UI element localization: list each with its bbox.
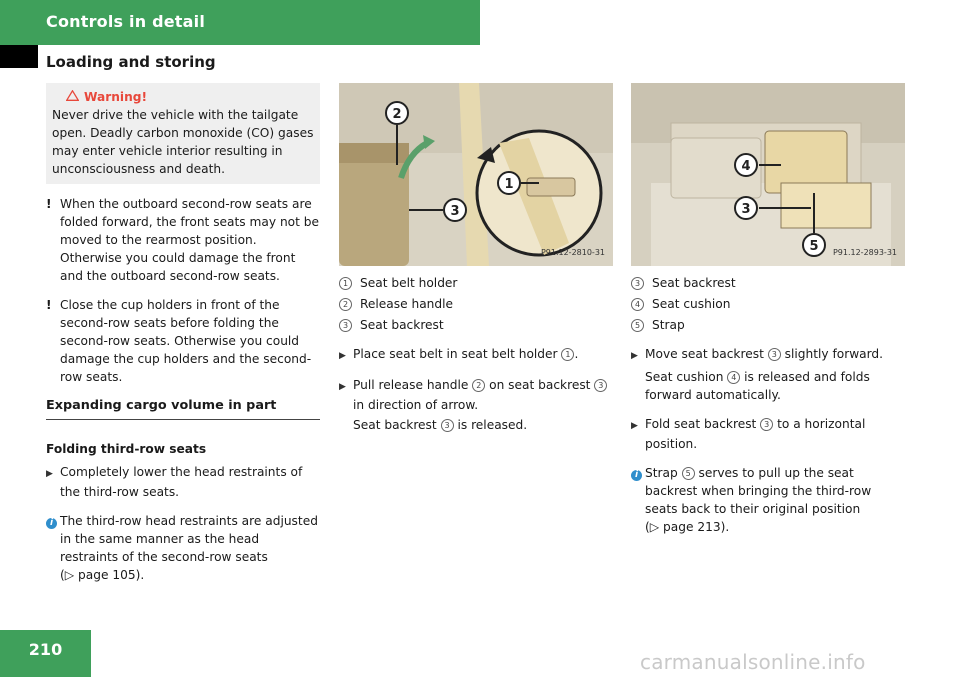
section-heading: Expanding cargo volume in part <box>46 397 320 420</box>
step-arrow-icon: ▶ <box>339 351 346 361</box>
caution-note-1: ! When the outboard second-row seats are folded forward, the front seats may not be moved to the rearmost position. Otherwise you could damage the front and the outboard second-row seats. <box>46 197 320 283</box>
info-note: i Strap 5 serves to pull up the seat backrest when bringing the third-row seats back to their original position (▷ page 213). <box>631 464 905 536</box>
legend-item: 1 Seat belt holder <box>339 274 613 292</box>
image-caption: P91.12-2810-31 <box>540 248 605 257</box>
callout-4-label: 4 <box>741 159 751 174</box>
instruction-step: ▶ Place seat belt in seat belt holder 1 . <box>339 345 613 365</box>
legend-list <box>631 274 905 334</box>
legend-list <box>339 274 613 334</box>
page-number: 210 <box>28 640 63 659</box>
legend-item: 3 Seat backrest <box>631 274 905 292</box>
info-note: i The third-row head restraints are adjusted in the same manner as the head restraints of the second-row seats (▷ page 105). <box>46 512 320 584</box>
info-icon: i <box>46 518 57 529</box>
warning-text: Never drive the vehicle with the tailgate open. Deadly carbon monoxide (CO) gases may enter vehicle interior resulting in unconsciousness and death. <box>52 108 314 176</box>
callout-3-label: 3 <box>450 204 460 219</box>
caution-icon: ! <box>46 298 52 312</box>
page-reference: page 213). <box>663 520 730 534</box>
step-arrow-icon: ▶ <box>339 382 346 392</box>
info-icon: i <box>631 470 642 481</box>
column-middle <box>339 83 613 445</box>
image-caption: P91.12-2893-31 <box>832 248 897 257</box>
warning-triangle-icon <box>66 88 79 106</box>
step-arrow-icon: ▶ <box>46 469 53 479</box>
legend-item: 4 Seat cushion <box>631 295 905 313</box>
callout-3-label: 3 <box>741 202 751 217</box>
instruction-step: ▶ Completely lower the head restraints of the third-row seats. <box>46 465 303 499</box>
seat-belt-holder-illustration <box>339 83 613 266</box>
watermark: carmanualsonline.info <box>640 650 866 674</box>
result-text: Seat cushion 4 is released and folds forward automatically. <box>645 370 870 402</box>
page-subtitle: Loading and storing <box>46 53 216 71</box>
page-reference: page 105). <box>78 568 145 582</box>
callout-1-label: 1 <box>504 177 514 192</box>
instruction-step: ▶ Pull release handle 2 on seat backrest 3 in direction of arrow. <box>339 376 613 414</box>
sub-heading: Folding third-row seats <box>46 442 207 456</box>
instruction-step: ▶ Move seat backrest 3 slightly forward. <box>631 345 905 365</box>
legend-item: 2 Release handle <box>339 295 613 313</box>
caution-note-2: ! Close the cup holders in front of the second-row seats before folding the second-row seats. Otherwise you could damage the cup holders and the second-row seats. <box>46 298 312 384</box>
cargo-seat-illustration <box>631 83 905 266</box>
warning-heading: Warning! <box>84 90 148 104</box>
page-ref-arrow-icon: ▷ <box>649 520 660 534</box>
page-ref-arrow-icon: ▷ <box>64 568 75 582</box>
callout-2-label: 2 <box>392 107 402 122</box>
warning-box <box>46 83 320 184</box>
callout-5-label: 5 <box>809 239 819 254</box>
result-text: Seat backrest 3 is released. <box>353 418 528 432</box>
legend-item: 3 Seat backrest <box>339 316 613 334</box>
section-title: Controls in detail <box>46 12 205 31</box>
step-arrow-icon: ▶ <box>631 351 638 361</box>
column-left <box>46 83 320 595</box>
instruction-step: ▶ Fold seat backrest 3 to a horizontal position. <box>631 417 866 451</box>
column-right <box>631 83 905 547</box>
legend-item: 5 Strap <box>631 316 905 334</box>
step-arrow-icon: ▶ <box>631 421 638 431</box>
header-marker <box>0 45 38 68</box>
caution-icon: ! <box>46 197 52 211</box>
